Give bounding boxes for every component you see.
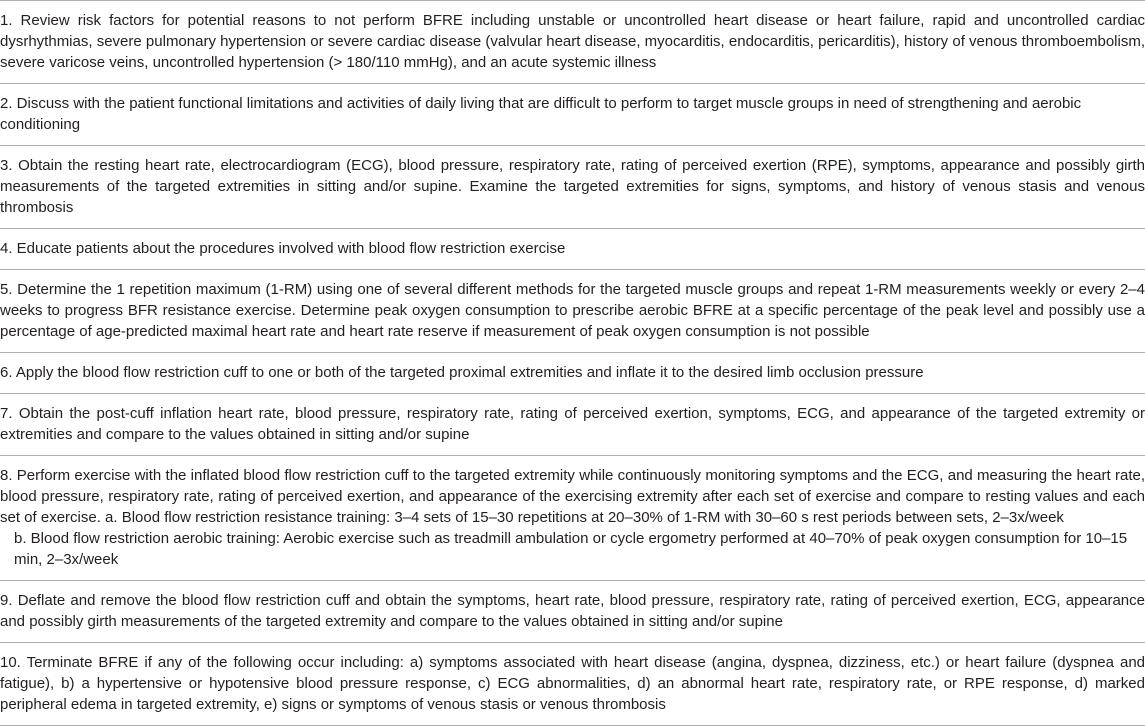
table-row xyxy=(0,270,1145,353)
table-row xyxy=(0,643,1145,726)
table-row xyxy=(0,84,1145,146)
table-row xyxy=(0,394,1145,456)
step-5-text: 5. Determine the 1 repetition maximum (1-RM) using one of several different methods for the targeted muscle groups and repeat 1-RM measurements weekly or every 2–4 weeks to progress BFR resistance exercise. Determine peak oxygen consumption to prescribe aerobic BFRE at a specific percentage of the peak level and possibly use a percentage of age-predicted maximal heart rate and heart rate reserve if measurement of peak oxygen consumption is not possible xyxy=(0,281,1145,340)
step-9-text: 9. Deflate and remove the blood flow restriction cuff and obtain the symptoms, heart rate, blood pressure, respiratory rate, rating of perceived exertion, ECG, appearance and possibly girth measurements of the targeted extremity and compare to the values obtained in sitting and/or supine xyxy=(0,592,1145,630)
table-row xyxy=(0,229,1145,270)
step-3-text: 3. Obtain the resting heart rate, electrocardiogram (ECG), blood pressure, respiratory rate, rating of perceived exertion (RPE), symptoms, appearance and possibly girth measurements of the targeted extremities in sitting and/or supine. Examine the targeted extremities for signs, symptoms, and history of venous stasis and venous thrombosis xyxy=(0,157,1145,216)
step-8-text: 8. Perform exercise with the inflated blood flow restriction cuff to the targeted extremity while continuously monitoring symptoms and the ECG, and measuring the heart rate, blood pressure, respiratory rate, rating of perceived exertion, and appearance of the exercising extremity after each set of exercise and compare to resting values and each set of exercise. a. Blood flow restriction resistance training: 3–4 sets of 15–30 repetitions at 20–30% of 1-RM with 30–60 s rest periods between sets, 2–3x/week xyxy=(0,467,1145,526)
table-row xyxy=(0,353,1145,394)
step-7-text: 7. Obtain the post-cuff inflation heart rate, blood pressure, respiratory rate, rating of perceived exertion, symptoms, ECG, and appearance of the targeted extremity or extremities and compare to the values obtained in sitting and/or supine xyxy=(0,405,1145,443)
step-8-subtext: b. Blood flow restriction aerobic training: Aerobic exercise such as treadmill ambulation or cycle ergometry performed at 40–70% of peak oxygen consumption for 10–15 min, 2–3x/week xyxy=(14,530,1128,568)
table-row xyxy=(0,456,1145,581)
table-row xyxy=(0,1,1145,84)
step-6-text: 6. Apply the blood flow restriction cuff to one or both of the targeted proximal extremities and inflate it to the desired limb occlusion pressure xyxy=(0,364,924,381)
table-row xyxy=(0,146,1145,229)
step-2-text: 2. Discuss with the patient functional limitations and activities of daily living that are difficult to perform to target muscle groups in need of strengthening and aerobic conditioning xyxy=(0,95,1082,133)
step-10-text: 10. Terminate BFRE if any of the following occur including: a) symptoms associated with heart disease (angina, dyspnea, dizziness, etc.) or heart failure (dyspnea and fatigue), b) a hypertensive or hypotensive blood pressure response, c) ECG abnormalities, d) an abnormal heart rate, respiratory rate, or RPE response, d) marked peripheral edema in targeted extremity, e) signs or symptoms of venous stasis or venous thrombosis xyxy=(0,654,1145,713)
table-row xyxy=(0,581,1145,643)
step-1-text: 1. Review risk factors for potential reasons to not perform BFRE including unstable or uncontrolled heart disease or heart failure, rapid and uncontrolled cardiac dysrhythmias, severe pulmonary hypertension or severe cardiac disease (valvular heart disease, myocarditis, endocarditis, pericarditis), history of venous thromboembolism, severe varicose veins, uncontrolled hypertension (> 180/110 mmHg), and an acute systemic illness xyxy=(0,12,1145,71)
step-4-text: 4. Educate patients about the procedures involved with blood flow restriction exercise xyxy=(0,240,566,257)
